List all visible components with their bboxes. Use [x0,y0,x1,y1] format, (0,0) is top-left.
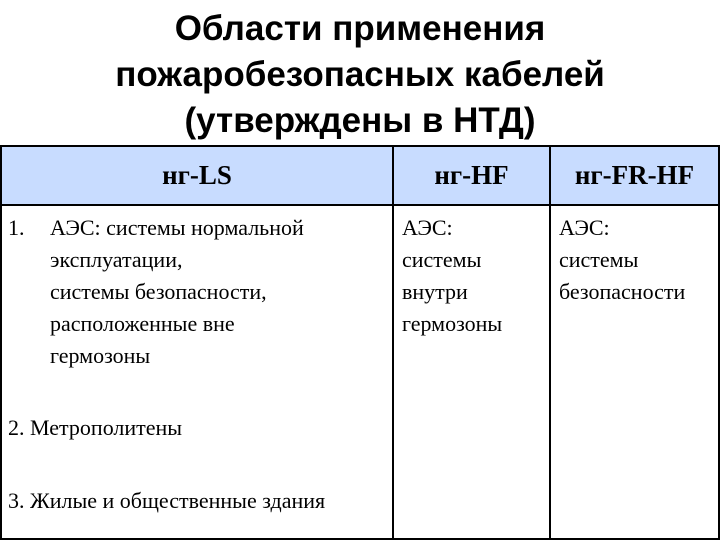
header-ng-ls: нг-LS [1,146,393,205]
list-item-line: расположенные вне [50,311,235,336]
title-line-2: пожаробезопасных кабелей [115,55,605,94]
table-row [1,205,719,539]
header-ng-fr-hf: нг-FR-HF [550,146,719,205]
cell-ng-hf [393,205,550,539]
cell-ng-fr-hf [550,205,719,539]
list-item-line: АЭС: системы нормальной [50,215,304,240]
cell-line: системы [559,247,639,272]
cell-line: системы [402,247,482,272]
cell-line: гермозоны [402,311,503,336]
list-item-line: эксплуатации, [50,247,183,272]
cell-line: АЭС: [402,215,453,240]
list-item-3: 3. Жилые и общественные здания [8,488,326,513]
cell-line: внутри [402,279,468,304]
table-header-row [1,146,719,205]
header-ng-hf: нг-HF [393,146,550,205]
cell-line: безопасности [559,279,686,304]
list-item-line: гермозоны [50,343,151,368]
list-item-text [50,212,304,372]
page-title [0,6,720,144]
list-item-number: 1. [8,215,25,240]
list-item-1 [8,212,388,372]
cell-ng-ls [1,205,393,539]
title-line-1: Области применения [174,9,546,48]
cable-application-table [0,145,720,540]
list-item-2: 2. Метрополитены [8,415,183,440]
cell-line: АЭС: [559,215,610,240]
list-item-line: системы безопасности, [50,279,267,304]
title-line-3: (утверждены в НТД) [184,101,536,140]
